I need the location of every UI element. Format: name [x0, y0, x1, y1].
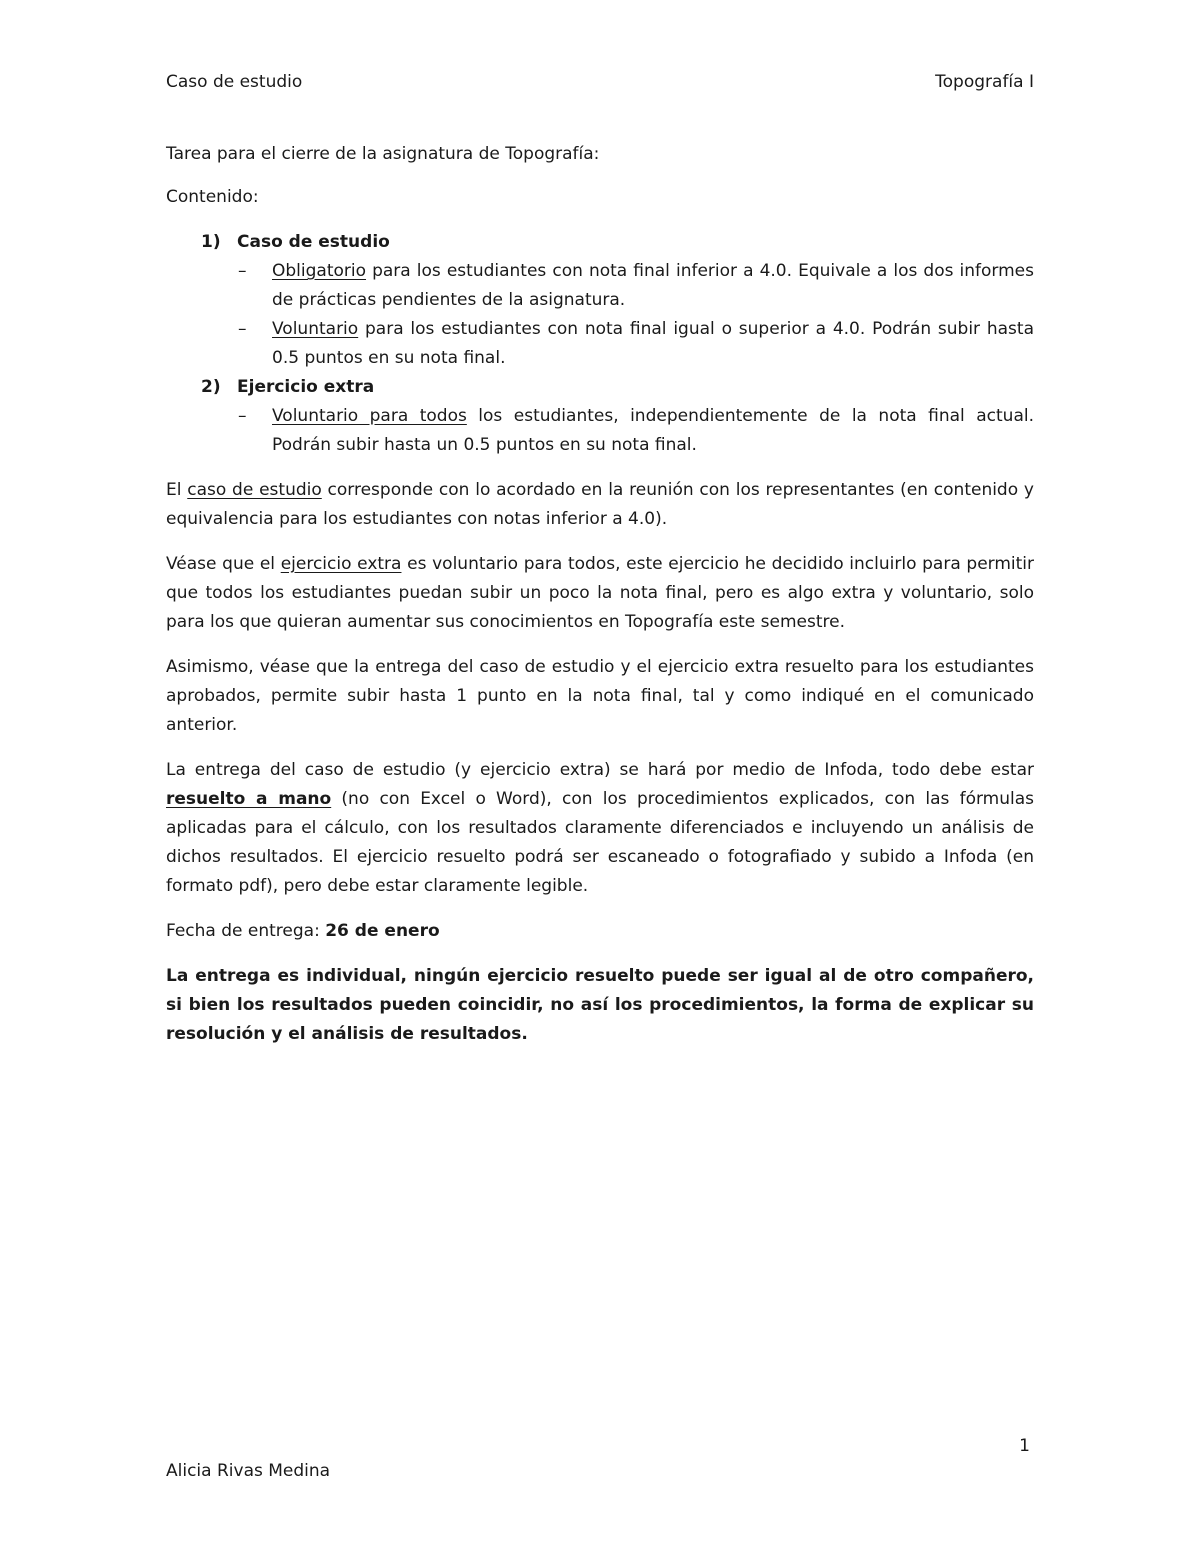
dash-bullet: – — [238, 261, 247, 281]
intro-line: Tarea para el cierre de la asignatura de Topografía: — [166, 144, 600, 164]
sub-list — [237, 257, 1034, 373]
underlined-term: resuelto a mano — [166, 789, 332, 809]
fecha-entrega: Fecha de entrega: 26 de enero — [166, 921, 440, 941]
item-title: Ejercicio extra — [237, 377, 375, 397]
page-number: 1 — [1019, 1436, 1030, 1456]
footer-author: Alicia Rivas Medina — [166, 1461, 331, 1481]
sub-item-text: los estudiantes, independientemente de la nota final actual. Podrán subir hasta un 0.5 puntos en su nota final. — [272, 406, 1034, 455]
contenido-label: Contenido: — [166, 187, 259, 207]
dash-bullet: – — [238, 319, 247, 339]
sub-list — [237, 402, 1034, 460]
header-right: Topografía I — [935, 72, 1034, 92]
underlined-term: Voluntario para todos — [272, 406, 467, 426]
underlined-term: caso de estudio — [187, 480, 322, 500]
sub-item — [202, 315, 1034, 373]
paragraph-entrega: La entrega del caso de estudio (y ejercicio extra) se hará por medio de Infoda, todo debe estar resuelto a mano (no con Excel o Word), con los procedimientos explicados, con las fórmulas aplicadas para el cálculo, con los resultados claramente diferenciados e incluyendo un análisis de dichos resultados. El ejercicio resuelto podrá ser escaneado o fotografiado y subido a Infoda (en formato pdf), pero debe estar claramente legible. — [166, 760, 1034, 896]
paragraph-caso: El caso de estudio corresponde con lo acordado en la reunión con los representantes (en contenido y equivalencia para los estudiantes con notas inferior a 4.0). — [166, 480, 1034, 529]
paragraph-ejercicio: Véase que el ejercicio extra es voluntario para todos, este ejercicio he decidido incluirlo para permitir que todos los estudiantes puedan subir un poco la nota final, pero es algo extra y voluntario, solo para los que quieran aumentar sus conocimientos en Topografía este semestre. — [166, 554, 1035, 632]
paragraph-individual: La entrega es individual, ningún ejercicio resuelto puede ser igual al de otro compañero, si bien los resultados pueden coincidir, no así los procedimientos, la forma de explicar su resolución y el análisis de resultados. — [166, 966, 1034, 1044]
sub-item-text: para los estudiantes con nota final igual o superior a 4.0. Podrán subir hasta 0.5 puntos en su nota final. — [272, 319, 1034, 368]
dash-bullet: – — [238, 406, 247, 426]
underlined-term: Voluntario — [272, 319, 359, 339]
fecha-value: 26 de enero — [325, 921, 440, 941]
underlined-term: Obligatorio — [272, 261, 367, 281]
underlined-term: ejercicio extra — [280, 554, 402, 574]
paragraph-asimismo: Asimismo, véase que la entrega del caso de estudio y el ejercicio extra resuelto para los estudiantes aprobados, permite subir hasta 1 punto en la nota final, tal y como indiqué en el comunicado anterior. — [166, 657, 1034, 735]
sub-item-text: para los estudiantes con nota final inferior a 4.0. Equivale a los dos informes de prácticas pendientes de la asignatura. — [272, 261, 1034, 310]
item-title: Caso de estudio — [237, 232, 390, 252]
item-number: 1) — [201, 232, 221, 252]
content-list — [166, 228, 1034, 460]
header-left: Caso de estudio — [166, 72, 303, 92]
sub-item — [202, 257, 1034, 315]
document-body — [166, 140, 1034, 1049]
item-number: 2) — [201, 377, 221, 397]
list-item — [166, 373, 1034, 460]
sub-item — [202, 402, 1034, 460]
list-item — [166, 228, 1034, 373]
